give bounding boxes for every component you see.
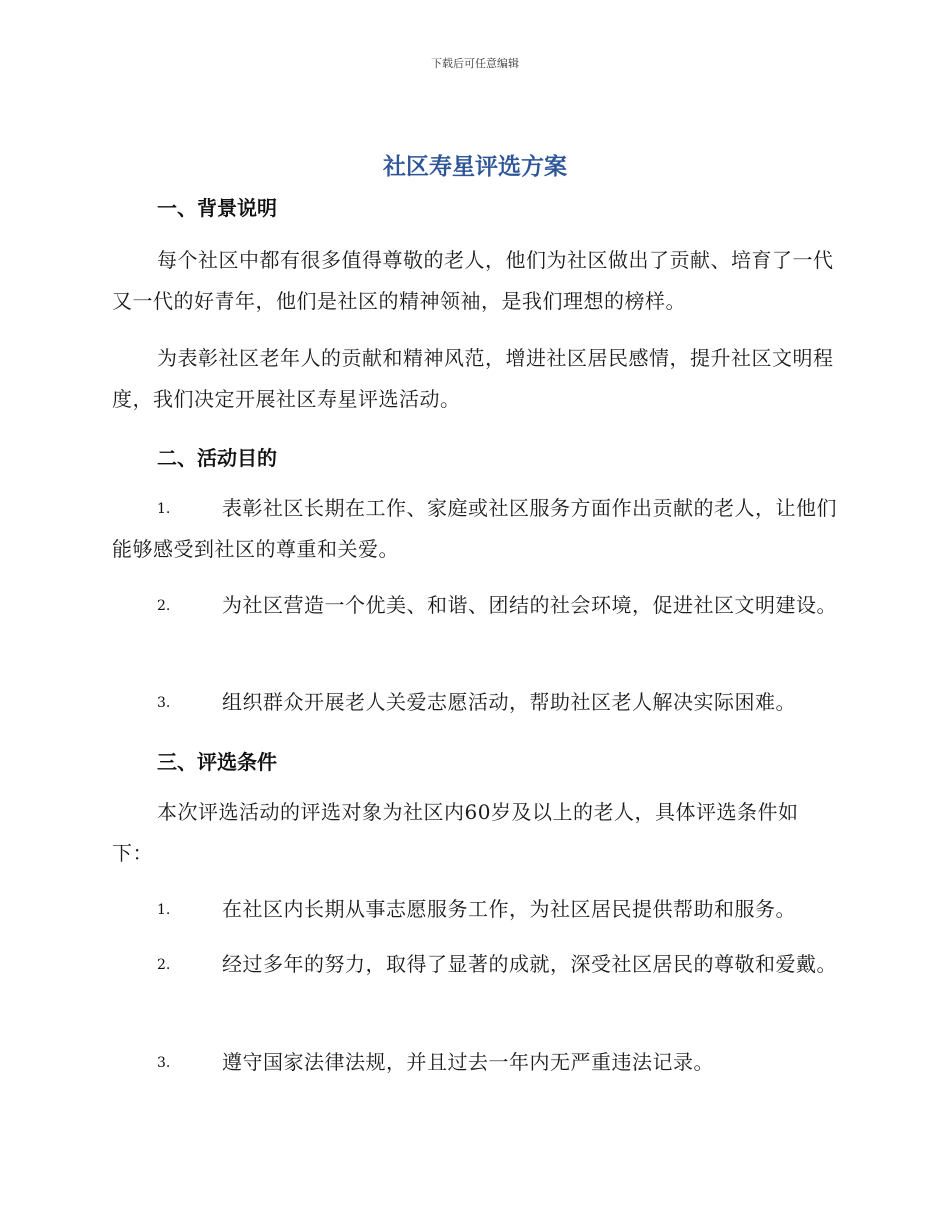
list-item: 为社区营造一个优美、和谐、团结的社会环境，促进社区文明建设。 bbox=[222, 593, 837, 617]
list-item: 组织群众开展老人关爱志愿活动，帮助社区老人解决实际困难。 bbox=[222, 690, 796, 714]
document-title: 社区寿星评选方案 bbox=[383, 154, 567, 180]
list-item: 表彰社区长期在工作、家庭或社区服务方面作出贡献的老人，让他们能够感受到社区的尊重和关爱。 bbox=[112, 496, 837, 561]
list-item: 在社区内长期从事志愿服务工作，为社区居民提供帮助和服务。 bbox=[222, 897, 796, 921]
section-heading-background: 一、背景说明 bbox=[157, 196, 277, 220]
section-heading-purpose: 二、活动目的 bbox=[157, 446, 277, 470]
section-heading-criteria: 三、评选条件 bbox=[157, 750, 277, 774]
paragraph: 每个社区中都有很多值得尊敬的老人，他们为社区做出了贡献、培育了一代又一代的好青年，他们是社区的精神领袖，是我们理想的榜样。 bbox=[112, 248, 834, 313]
paragraph: 为表彰社区老年人的贡献和精神风范，增进社区居民感情，提升社区文明程度，我们决定开展社区寿星评选活动。 bbox=[112, 346, 834, 411]
list-number: 2. bbox=[157, 957, 171, 973]
list-number: 3. bbox=[157, 1055, 171, 1071]
list-number: 2. bbox=[157, 598, 171, 614]
list-number: 1. bbox=[157, 501, 171, 517]
list-item: 遵守国家法律法规，并且过去一年内无严重违法记录。 bbox=[222, 1050, 714, 1074]
page-header-note: 下载后可任意编辑 bbox=[431, 57, 519, 70]
list-number: 3. bbox=[157, 695, 171, 711]
paragraph: 本次评选活动的评选对象为社区内60岁及以上的老人，具体评选条件如下： bbox=[112, 800, 799, 865]
list-number: 1. bbox=[157, 902, 171, 918]
list-item: 经过多年的努力，取得了显著的成就，深受社区居民的尊敬和爱戴。 bbox=[222, 952, 837, 976]
